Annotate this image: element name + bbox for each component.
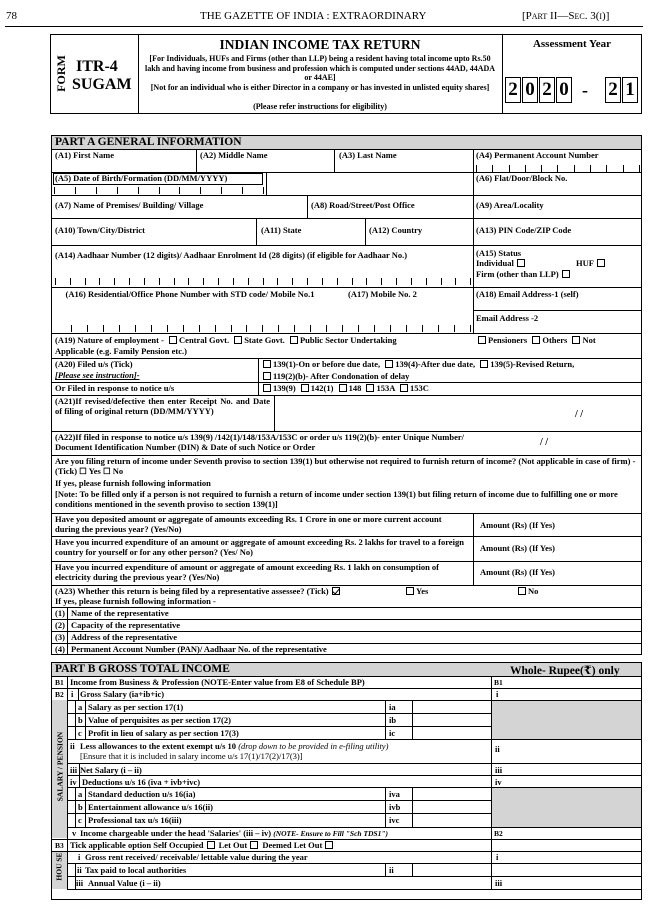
checkbox-icon[interactable] bbox=[263, 360, 271, 368]
assessment-year-dash: - bbox=[582, 80, 588, 100]
amount-if-yes-3: Amount (Rs) (If Yes) bbox=[480, 567, 555, 577]
form-side-label: FORM bbox=[53, 55, 68, 92]
seventh-proviso-question: Are you filing return of income under Seventh proviso to section 139(1) but otherwise not required to furnish return of income? (Not applicable in case of firm) - (Tick) ☐ Yes ☐ No bbox=[55, 456, 636, 476]
filed-notice-options: 139(9) 142(1) 148 153A 153C bbox=[260, 384, 429, 394]
deductions-label: Deductions u/s 16 (iva + ivb+ivc) bbox=[82, 777, 201, 787]
country-label: (A12) Country bbox=[369, 225, 423, 235]
checkbox-icon[interactable] bbox=[250, 841, 258, 849]
b2-roman: i bbox=[71, 689, 74, 699]
form-subname: SUGAM bbox=[72, 76, 132, 93]
foreign-travel-question: Have you incurred expenditure of an amount or aggregate of amount exceeding Rs. 2 lakhs for travel to a foreign country for yourself or for any other person? (Yes/ No) bbox=[55, 537, 464, 557]
first-name-label: (A1) First Name bbox=[55, 150, 115, 160]
salary-ii-code: ii bbox=[495, 744, 500, 754]
deduction-a-label: Standard deduction u/s 16(ia) bbox=[88, 789, 196, 799]
salary-v-roman: v bbox=[72, 828, 77, 838]
assessment-year-digit: 0 bbox=[522, 77, 538, 103]
form-title: INDIAN INCOME TAX RETURN bbox=[219, 37, 421, 52]
tax-paid-label: Tax paid to local authorities bbox=[85, 865, 187, 875]
pan-boxes[interactable] bbox=[476, 165, 640, 172]
salary-side-label: SALARY / PENSION bbox=[55, 731, 65, 802]
house-i-code: i bbox=[496, 852, 499, 862]
aadhaar-boxes[interactable] bbox=[55, 278, 471, 285]
filed-us-options-2: 119(2)(b)- After Condonation of delay bbox=[260, 372, 409, 382]
aadhaar-label: (A14) Aadhaar Number (12 digits)/ Aadhaar Enrolment Id (28 digits) (if eligible for Aadhaar No.) bbox=[55, 250, 408, 260]
checkbox-icon[interactable] bbox=[480, 360, 488, 368]
premises-label: (A7) Name of Premises/ Building/ Village bbox=[55, 200, 204, 210]
checkbox-icon bbox=[406, 587, 414, 595]
salary-b-letter: b bbox=[78, 715, 83, 725]
phone-label: (A16) Residential/Office Phone Number with STD code/ Mobile No.1 bbox=[65, 289, 315, 299]
part-a-title: PART A GENERAL INFORMATION bbox=[55, 136, 242, 148]
assessment-year-digit: 2 bbox=[605, 77, 621, 103]
gazette-part: [Part II—Sec. 3(i)] bbox=[522, 10, 610, 22]
salary-ii-note: [Ensure that it is included in salary income u/s 17(1)/17(2)/17(3)] bbox=[80, 751, 303, 761]
assessment-year-digit: 2 bbox=[539, 77, 555, 103]
assessment-year-label: Assessment Year bbox=[532, 38, 612, 50]
salary-ii-label: Less allowances to the extent exempt u/s 10 (drop down to be provided in e-filing utility) bbox=[80, 741, 389, 751]
salary-b-code: ib bbox=[389, 715, 397, 725]
representative-yes[interactable]: Yes bbox=[403, 587, 428, 597]
checkbox-icon[interactable] bbox=[169, 336, 177, 344]
pan-label: (A4) Permanent Account Number bbox=[476, 150, 599, 160]
salary-iv-code: iv bbox=[495, 777, 502, 787]
salary-iii-code: iii bbox=[495, 765, 503, 775]
checkbox-icon[interactable] bbox=[325, 841, 333, 849]
checkbox-icon[interactable] bbox=[339, 384, 347, 392]
status-firm[interactable]: Firm (other than LLP) bbox=[476, 270, 572, 280]
form-description-2: [Not for an individual who is either Director in a company or has invested in unlisted equity shares] bbox=[150, 83, 490, 92]
date-of-birth-label: (A5) Date of Birth/Formation (DD/MM/YYYY) bbox=[55, 173, 228, 183]
whole-rupee-label: Whole- Rupee(₹) only bbox=[510, 665, 620, 677]
deduction-b-letter: b bbox=[78, 802, 83, 812]
salary-chargeable-label: Income chargeable under the head 'Salaries' (iii – iv) (NOTE- Ensure to Fill "Sch TDS1") bbox=[80, 828, 389, 838]
salary-iii-roman: iii bbox=[70, 765, 78, 775]
salary-a-label: Salary as per section 17(1) bbox=[88, 702, 184, 712]
representative-row-label: Name of the representative bbox=[71, 608, 169, 618]
net-salary-label: Net Salary (i – ii) bbox=[80, 765, 142, 775]
status-individual[interactable]: Individual bbox=[476, 259, 527, 269]
representative-info: If yes, please furnish following information - bbox=[55, 596, 216, 606]
representative-no[interactable]: No bbox=[515, 587, 538, 597]
road-street-label: (A8) Road/Street/Post Office bbox=[311, 200, 415, 210]
email-1-label: (A18) Email Address-1 (self) bbox=[476, 289, 579, 299]
b2-value-code: i bbox=[496, 689, 499, 699]
salary-iv-roman: iv bbox=[70, 777, 77, 787]
salary-ii-roman: ii bbox=[70, 741, 75, 751]
part-b-title: PART B GROSS TOTAL INCOME bbox=[55, 663, 230, 675]
mobile-2-label: (A17) Mobile No. 2 bbox=[348, 289, 417, 299]
state-label: (A11) State bbox=[261, 225, 302, 235]
deduction-c-code: ivc bbox=[389, 815, 400, 825]
last-name-label: (A3) Last Name bbox=[339, 150, 397, 160]
status-label: (A15) Status bbox=[476, 248, 522, 258]
salary-b-label: Value of perquisites as per section 17(2) bbox=[88, 715, 231, 725]
salary-c-letter: c bbox=[78, 728, 82, 738]
pin-code-label: (A13) PIN Code/ZIP Code bbox=[476, 225, 572, 235]
checkbox-icon[interactable] bbox=[366, 384, 374, 392]
checkbox-icon[interactable] bbox=[263, 384, 271, 392]
middle-name-label: (A2) Middle Name bbox=[200, 150, 268, 160]
header-rule bbox=[5, 26, 643, 27]
deposit-question: Have you deposited amount or aggregate of amounts exceeding Rs. 1 Crore in one or more current account during the previous year? (Yes/No) bbox=[55, 514, 442, 534]
representative-row-label: Permanent Account Number (PAN)/ Aadhaar No. of the representative bbox=[71, 644, 327, 654]
house-iii-roman: iii bbox=[76, 878, 84, 888]
checkbox-icon[interactable] bbox=[290, 336, 298, 344]
form-description-1: [For Individuals, HUFs and Firms (other than LLP) being a resident having total income upto Rs.50 lakh and having income from business and profession which is computed under sections 44AD, 44ADA or 44AE] bbox=[144, 54, 496, 82]
checkbox-icon bbox=[597, 259, 605, 267]
town-city-label: (A10) Town/City/District bbox=[55, 225, 145, 235]
salary-c-label: Profit in lieu of salary as per section 17(3) bbox=[88, 728, 239, 738]
checkbox-icon[interactable] bbox=[572, 336, 580, 344]
checked-box-icon[interactable] bbox=[332, 587, 340, 595]
deduction-b-label: Entertainment allowance u/s 16(ii) bbox=[88, 802, 213, 812]
checkbox-icon[interactable] bbox=[400, 384, 408, 392]
area-locality-label: (A9) Area/Locality bbox=[476, 200, 544, 210]
representative-row-number: (1) bbox=[55, 608, 65, 618]
filed-us-instruction: [Please see instruction]- bbox=[55, 370, 140, 380]
b3-label: Tick applicable option Self Occupied Let Out Deemed Let Out bbox=[70, 841, 335, 851]
checkbox-icon[interactable] bbox=[532, 336, 540, 344]
page-number: 78 bbox=[6, 10, 17, 22]
annual-value-label: Annual Value (i – ii) bbox=[88, 878, 161, 888]
house-i-roman: i bbox=[78, 852, 81, 862]
nature-of-employment-right: Pensioners Others Not bbox=[475, 336, 596, 346]
salary-c-code: ic bbox=[389, 728, 396, 738]
deduction-a-letter: a bbox=[78, 789, 83, 799]
house-iii-code: iii bbox=[495, 878, 503, 888]
assessment-year-digit: 1 bbox=[622, 77, 638, 103]
checkbox-icon[interactable] bbox=[263, 372, 271, 380]
deduction-c-letter: c bbox=[78, 815, 82, 825]
assessment-year-digit: 0 bbox=[556, 77, 572, 103]
checkbox-icon[interactable] bbox=[207, 841, 215, 849]
deduction-b-code: ivb bbox=[389, 802, 401, 812]
assessment-year-digit: 2 bbox=[505, 77, 521, 103]
nature-of-employment: (A19) Nature of employment - Central Govt. State Govt. Public Sector Undertaking bbox=[55, 335, 397, 345]
seventh-proviso-note: [Note: To be filled only if a person is not required to furnish a return of income under section 139(1) but filing return of income due to fulfilling one or more conditions mentioned in the seventh proviso to section 139(1)] bbox=[55, 489, 618, 509]
revised-return-label: (A21)If revised/defective then enter Receipt No. and Date of filing of original return (DD/MM/YYYY) bbox=[55, 396, 270, 416]
checkbox-icon[interactable] bbox=[385, 360, 393, 368]
electricity-question: Have you incurred expenditure of amount or aggregate of amount exceeding Rs. 1 lakh on consumption of electricity during the previous year? (Yes/No) bbox=[55, 562, 440, 582]
b1-code: B1 bbox=[55, 678, 64, 687]
checkbox-icon bbox=[518, 587, 526, 595]
filed-us-label: (A20) Filed u/s (Tick) bbox=[55, 359, 133, 369]
salary-v-code: B2 bbox=[494, 829, 503, 838]
b2-code: B2 bbox=[55, 690, 64, 699]
filed-us-options-1: 139(1)-On or before due date, 139(4)-After due date, 139(5)-Revised Return, bbox=[260, 360, 574, 370]
representative-row-number: (2) bbox=[55, 620, 65, 630]
gross-rent-label: Gross rent received/ receivable/ lettable value during the year bbox=[85, 852, 308, 862]
deduction-a-code: iva bbox=[389, 789, 400, 799]
b1-label: Income from Business & Profession (NOTE-Enter value from E8 of Schedule BP) bbox=[70, 677, 365, 687]
seventh-proviso-info: If yes, please furnish following information bbox=[55, 478, 211, 488]
salary-a-code: ia bbox=[389, 702, 396, 712]
representative-row-label: Address of the representative bbox=[71, 632, 178, 642]
checkbox-icon bbox=[562, 270, 570, 278]
notice-response-label: (A22)If filed in response to notice u/s 139(9) /142(1)/148/153A/153C or order u/s 119(2)(b)- enter Unique Number/ Document Identification Number (DIN) & Date of such Notice or Order bbox=[55, 432, 465, 452]
checkbox-icon bbox=[517, 259, 525, 267]
date-of-birth-boxes[interactable] bbox=[54, 187, 264, 194]
status-huf[interactable]: HUF bbox=[576, 259, 607, 269]
gazette-title: THE GAZETTE OF INDIA : EXTRAORDINARY bbox=[200, 10, 427, 22]
email-2-label: Email Address -2 bbox=[476, 313, 539, 323]
filed-notice-label: Or Filed in response to notice u/s bbox=[55, 383, 175, 393]
b3-code: B3 bbox=[55, 841, 64, 850]
form-name: ITR-4 bbox=[76, 58, 118, 75]
checkbox-icon[interactable] bbox=[478, 336, 486, 344]
revised-return-date[interactable]: / / bbox=[575, 409, 584, 420]
representative-row-number: (4) bbox=[55, 644, 65, 654]
representative-row-number: (3) bbox=[55, 632, 65, 642]
house-ii-roman: ii bbox=[77, 865, 82, 875]
representative-row-label: Capacity of the representative bbox=[71, 620, 180, 630]
form-description-3: (Please refer instructions for eligibility) bbox=[253, 102, 387, 111]
b2-label: Gross Salary (ia+ib+ic) bbox=[80, 689, 165, 699]
b1-value-code: B1 bbox=[494, 678, 503, 687]
deduction-c-label: Professional tax u/s 16(iii) bbox=[88, 815, 182, 825]
house-ii-code: ii bbox=[389, 865, 394, 875]
flat-door-label: (A6) Flat/Door/Block No. bbox=[476, 173, 568, 183]
representative-question: (A23) Whether this return is being filed by a representative assessee? (Tick) bbox=[55, 587, 342, 597]
amount-if-yes-1: Amount (Rs) (If Yes) bbox=[480, 520, 555, 530]
notice-response-date[interactable]: / / bbox=[540, 437, 549, 448]
amount-if-yes-2: Amount (Rs) (If Yes) bbox=[480, 543, 555, 553]
salary-a-letter: a bbox=[78, 702, 83, 712]
phone-boxes[interactable] bbox=[71, 325, 471, 332]
nature-of-employment-tail: Applicable (e.g. Family Pension etc.) bbox=[55, 346, 187, 356]
house-side-label: HOU SE bbox=[54, 852, 64, 881]
checkbox-icon[interactable] bbox=[301, 384, 309, 392]
checkbox-icon[interactable] bbox=[234, 336, 242, 344]
